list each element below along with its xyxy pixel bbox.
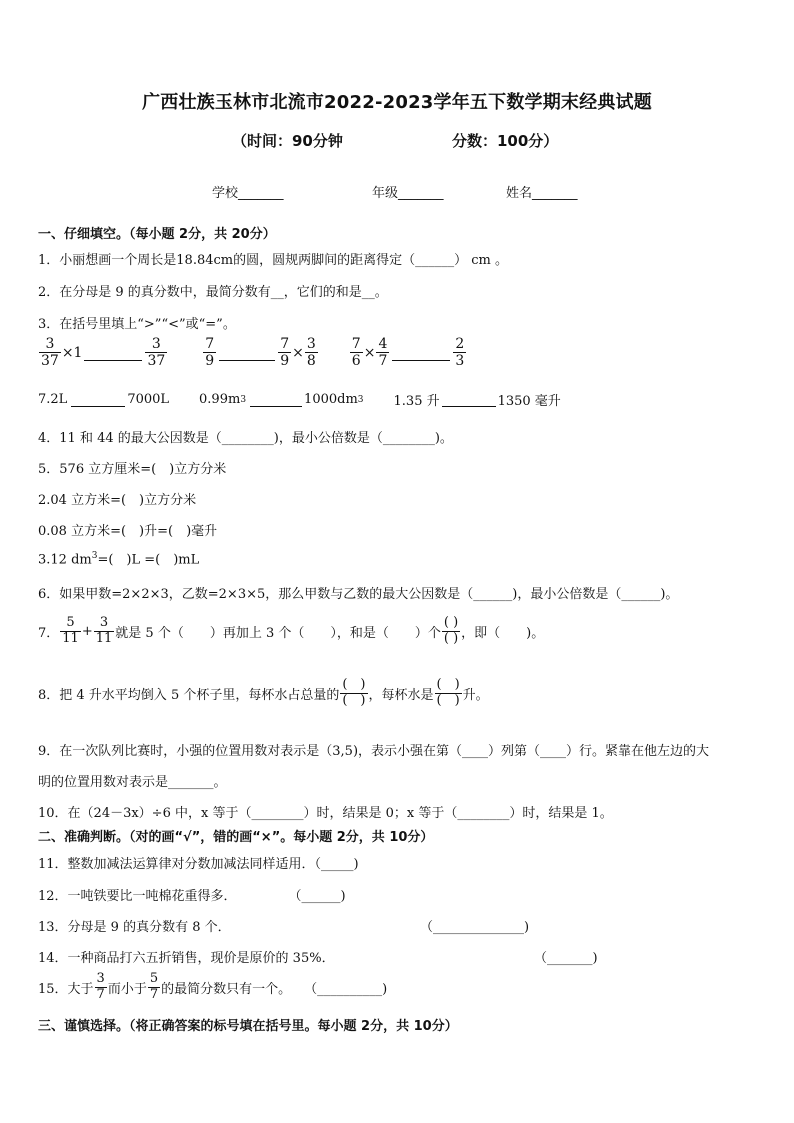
- question-3: 3．在括号里填上“>”“<”或“=”。: [38, 317, 236, 332]
- fraction: $\frac{3}{7}$: [96, 971, 105, 1002]
- fraction-blank[interactable]: $\frac{( )}{( )}$: [443, 615, 459, 646]
- exam-score: 分数：100分）: [452, 132, 559, 150]
- q3-compare-row2: 7.2L 7000L 0.99m 3 1000dm 3 1.35 升 1350 毫升: [38, 392, 561, 409]
- fraction-blank[interactable]: $\frac{( )}{( )}$: [342, 677, 366, 708]
- question-8: 8．把 4 升水平均倒入 5 个杯子里，每杯水占总量的 $\frac{( )}{( )}$ ，每杯水是 $\frac{( )}{( )}$ 升。: [38, 677, 489, 708]
- question-1: 1．小丽想画一个周长是18.84cm的圆，圆规两脚间的距离得定（______） cm 。: [38, 253, 508, 268]
- question-10: 10．在（24－3x）÷6 中，x 等于（________）时，结果是 0；x 等于（________）时，结果是 1。: [38, 806, 613, 821]
- fraction: $\frac{5}{11}$: [62, 615, 79, 646]
- question-6: 6．如果甲数=2×2×3，乙数=2×3×5，那么甲数与乙数的最大公因数是（______)，最小公倍数是（______)。: [38, 587, 679, 602]
- question-9: 9．在一次队列比赛时，小强的位置用数对表示是（3,5)，表示小强在第（____）列第（____）行。紧靠在他左边的大: [38, 744, 710, 759]
- question-11: 11．整数加减法运算律对分数加减法同样适用．（_____): [38, 857, 359, 872]
- fraction: $\frac{2}{3}$: [455, 336, 465, 370]
- question-5-b: 2.04 立方米=( )立方分米: [38, 493, 197, 508]
- q3-compare-row1: $\frac{3}{37}$ ×1 $\frac{3}{37}$ $\frac{7}{9}$ $\frac{7}{9}$ × $\frac{3}{8}$ $\frac{7}{6}$ × $\frac{4}{7}$ $\frac{2}{3}$: [41, 336, 465, 370]
- question-13-blank[interactable]: （______________): [420, 920, 530, 935]
- answer-blank[interactable]: [84, 359, 142, 361]
- question-15: 15．大于 $\frac{3}{7}$ 而小于 $\frac{5}{7}$ 的最简分数只有一个。 （__________): [38, 971, 388, 1002]
- question-5: 5．576 立方厘米=( )立方分米: [38, 462, 227, 477]
- question-14: 14．一种商品打六五折销售，现价是原价的 35%．: [38, 951, 335, 966]
- question-4: 4．11 和 44 的最大公因数是（________)，最小公倍数是（________)。: [38, 431, 453, 446]
- fraction: $\frac{3}{8}$: [306, 336, 316, 370]
- fraction: $\frac{7}{9}$: [205, 336, 215, 370]
- question-12: 12．一吨铁要比一吨棉花重得多． （______): [38, 889, 346, 904]
- question-2: 2．在分母是 9 的真分数中，最简分数有__，它们的和是__。: [38, 285, 388, 300]
- question-9-cont: 明的位置用数对表示是_______。: [38, 775, 227, 790]
- fraction: $\frac{5}{7}$: [149, 971, 159, 1002]
- answer-blank[interactable]: [392, 359, 450, 361]
- fraction: $\frac{4}{7}$: [378, 336, 388, 370]
- question-5-d: 3.12 $dm^3=$( )L =( )mL: [38, 551, 200, 568]
- question-13: 13．分母是 9 的真分数有 8 个．: [38, 920, 231, 935]
- exam-time: （时间：90分钟: [232, 132, 343, 150]
- answer-blank[interactable]: [219, 359, 275, 361]
- section3-heading: 三、谨慎选择。（将正确答案的标号填在括号里。每小题 2分，共 10分）: [38, 1019, 458, 1034]
- fraction: $\frac{7}{6}$: [351, 336, 361, 370]
- answer-blank[interactable]: [442, 405, 496, 407]
- exam-title: 广西壮族玉林市北流市2022-2023学年五下数学期末经典试题: [142, 92, 652, 113]
- question-14-blank[interactable]: （_______): [534, 951, 598, 966]
- section2-heading: 二、准确判断。（对的画“√”，错的画“×”。每小题 2分，共 10分）: [38, 830, 434, 845]
- question-5-c: 0.08 立方米=( )升=( )毫升: [38, 524, 218, 539]
- fraction: $\frac{7}{9}$: [280, 336, 290, 370]
- answer-blank[interactable]: [71, 405, 125, 407]
- grade-field: 年级_______: [372, 186, 444, 201]
- fraction: $\frac{3}{37}$: [147, 336, 166, 370]
- school-field: 学校_______: [212, 186, 284, 201]
- fraction-blank[interactable]: $\frac{( )}{( )}$: [436, 677, 460, 708]
- fraction: $\frac{3}{11}$: [95, 615, 113, 646]
- fraction: $\frac{3}{37}$: [41, 336, 59, 370]
- answer-blank[interactable]: [250, 405, 302, 407]
- question-7: 7． $\frac{5}{11}$ + $\frac{3}{11}$ 就是 5 个（ ）再加上 3 个（ ），和是（ ）个 $\frac{( )}{( )}$ ，即（ )。: [38, 615, 545, 646]
- name-field: 姓名_______: [506, 186, 578, 201]
- section1-heading: 一、仔细填空。（每小题 2分，共 20分）: [38, 227, 276, 242]
